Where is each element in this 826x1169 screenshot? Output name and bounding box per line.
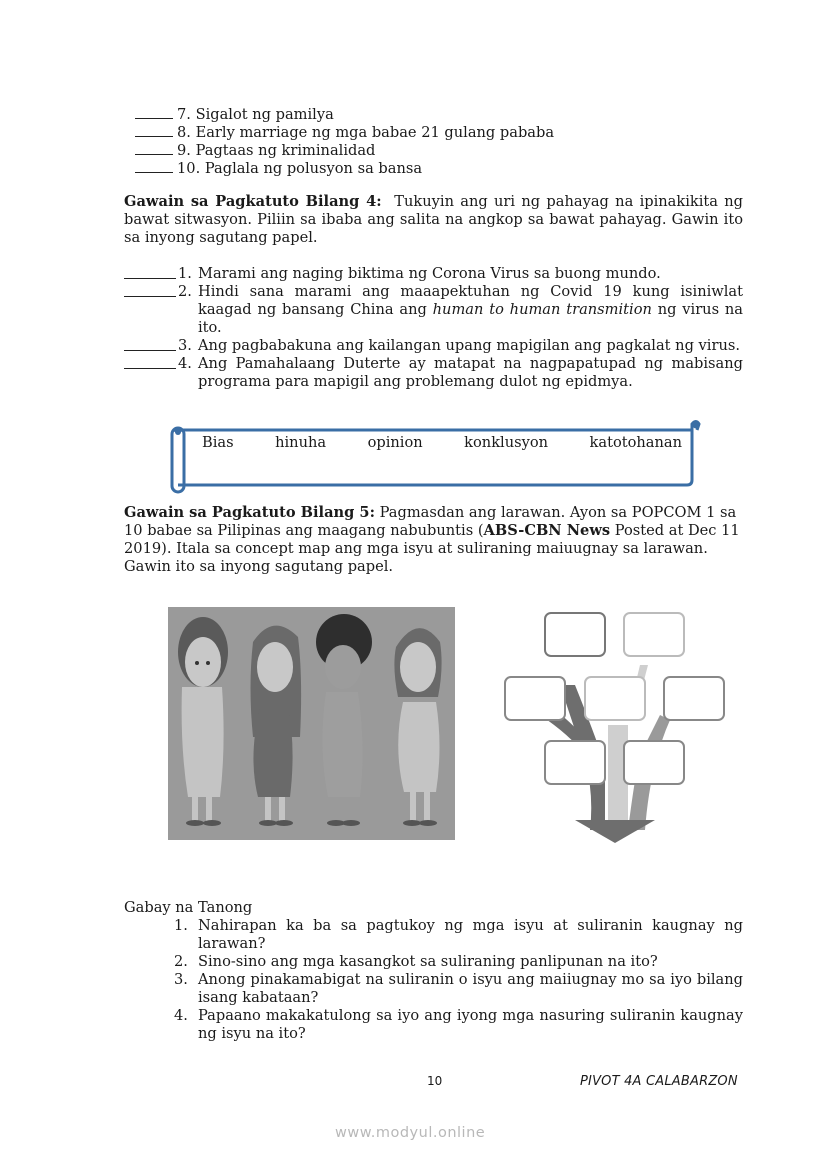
gabay-title: Gabay na Tanong	[124, 899, 253, 916]
choice-list	[202, 434, 682, 451]
guide-question: 3. Anong pinakamabigat na suliranin o isyu ang maiiugnay mo sa iyo bilang isang kabataan?	[174, 971, 743, 1006]
question-item: 1. Marami ang naging biktima ng Corona Virus sa buong mundo.	[124, 265, 743, 283]
gawain4-items	[124, 265, 743, 391]
gawain4-heading: Gawain sa Pagkatuto Bilang 4:	[124, 193, 382, 210]
continuation-list	[135, 105, 735, 177]
answer-blank	[135, 123, 173, 137]
answer-blank	[135, 159, 173, 173]
answer-blank	[124, 265, 176, 279]
list-item: 10. Paglala ng polusyon sa bansa	[135, 159, 735, 177]
source-name: ABS-CBN News	[483, 522, 611, 539]
choice-word: hinuha	[275, 434, 327, 451]
concept-tree-icon	[500, 605, 730, 845]
choice-word: Bias	[202, 434, 234, 451]
concept-map-diagram	[500, 605, 730, 845]
footer-label: PIVOT 4A CALABARZON	[580, 1074, 738, 1089]
answer-blank	[135, 141, 173, 155]
guide-questions-list	[174, 917, 743, 1043]
girls-image-icon	[168, 607, 455, 840]
question-item: 3. Ang pagbabakuna ang kailangan upang mapigilan ang pagkalat ng virus.	[124, 337, 743, 355]
choices-scroll-banner	[166, 420, 702, 495]
guide-question: 2. Sino-sino ang mga kasangkot sa suliraning panlipunan na ito?	[174, 953, 658, 970]
choice-word: konklusyon	[464, 434, 549, 451]
page-number: 10	[427, 1074, 443, 1088]
guide-question: 4. Papaano makakatulong sa iyo ang iyong mga nasuring suliranin kaugnay ng isyu na ito?	[174, 1007, 743, 1042]
question-item: 4. Ang Pamahalaang Duterte ay matapat na nagpapatupad ng mabisang programa para mapigil ang problemang dulot ng epidmya.	[124, 355, 743, 391]
choice-word: opinion	[367, 434, 423, 451]
pregnant-girls-illustration	[168, 607, 455, 840]
gawain5-heading: Gawain sa Pagkatuto Bilang 5:	[124, 504, 375, 521]
list-item: 8. Early marriage ng mga babae 21 gulang pababa	[135, 123, 735, 141]
watermark-link[interactable]: www.modyul.online	[335, 1125, 486, 1141]
list-item: 9. Pagtaas ng kriminalidad	[135, 141, 735, 159]
gawain5-instructions: Gawain sa Pagkatuto Bilang 5: Pagmasdan ang larawan. Ayon sa POPCOM 1 sa 10 babae sa Pilipinas ang maagang nabubuntis (ABS-CBN News Posted at Dec 11 2019). Itala sa concept map ang mga isyu at suliraning maiuugnay sa larawan. Gawin ito sa inyong sagutang papel.	[124, 504, 740, 575]
choice-word: katotohanan	[589, 434, 682, 451]
question-item: 2. Hindi sana marami ang maaapektuhan ng Covid 19 kung isiniwlat kaagad ng bansang China ang human to human transmition ng virus na ito.	[124, 283, 743, 337]
answer-blank	[124, 283, 176, 297]
gawain4-instructions: Gawain sa Pagkatuto Bilang 4: Tukuyin ang uri ng pahayag na ipinakikita ng bawat sitwasyon. Piliin sa ibaba ang salita na angkop sa bawat pahayag. Gawin ito sa inyong sagutang papel.	[124, 193, 743, 246]
list-item: 7. Sigalot ng pamilya	[135, 105, 735, 123]
answer-blank	[135, 105, 173, 119]
answer-blank	[124, 355, 176, 369]
scroll-shape-icon	[166, 420, 702, 496]
answer-blank	[124, 337, 176, 351]
guide-question: 1. Nahirapan ka ba sa pagtukoy ng mga isyu at suliranin kaugnay ng larawan?	[174, 917, 743, 952]
